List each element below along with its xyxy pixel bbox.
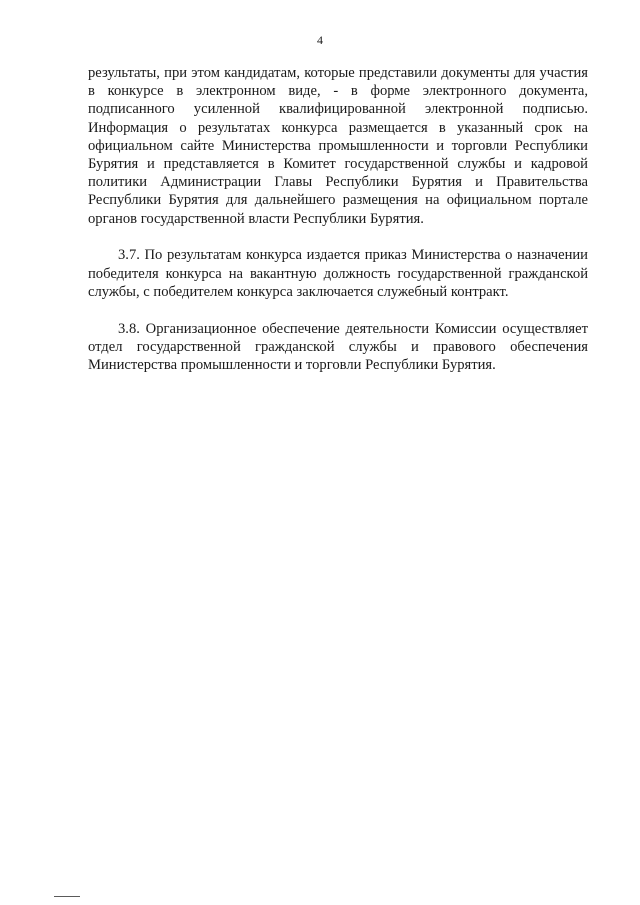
page-number: 4 [317,33,323,47]
paragraph-3-8: 3.8. Организационное обеспечение деятельности Комиссии осуществляет отдел государственной гражданской службы и правового обеспечения Министерства промышленности и торговли Республики Бурятия. [88,320,588,374]
paragraph-3-7: 3.7. По результатам конкурса издается приказ Министерства о назначении победителя конкурса на вакантную должность государственной гражданской службы, с победителем конкурса заключается служебный контракт. [88,247,588,300]
paragraph-continuation: результаты, при этом кандидатам, которые представили документы для участия в конкурсе в электронном виде, - в форме электронного документа, подписанного усиленной квалифицированной электронной подписью. Информация о результатах конкурса размещается в указанный срок на официальном сайте Министерства промышленности и торговли Республики Бурятия и представляется в Комитет государственной службы и кадровой политики Администрации Главы Республики Бурятия и Правительства Республики Бурятия для дальнейшего размещения на официальном портале органов государственной власти Республики Бурятия. [88,65,588,227]
document-body [88,64,588,374]
footer-divider [54,896,80,897]
